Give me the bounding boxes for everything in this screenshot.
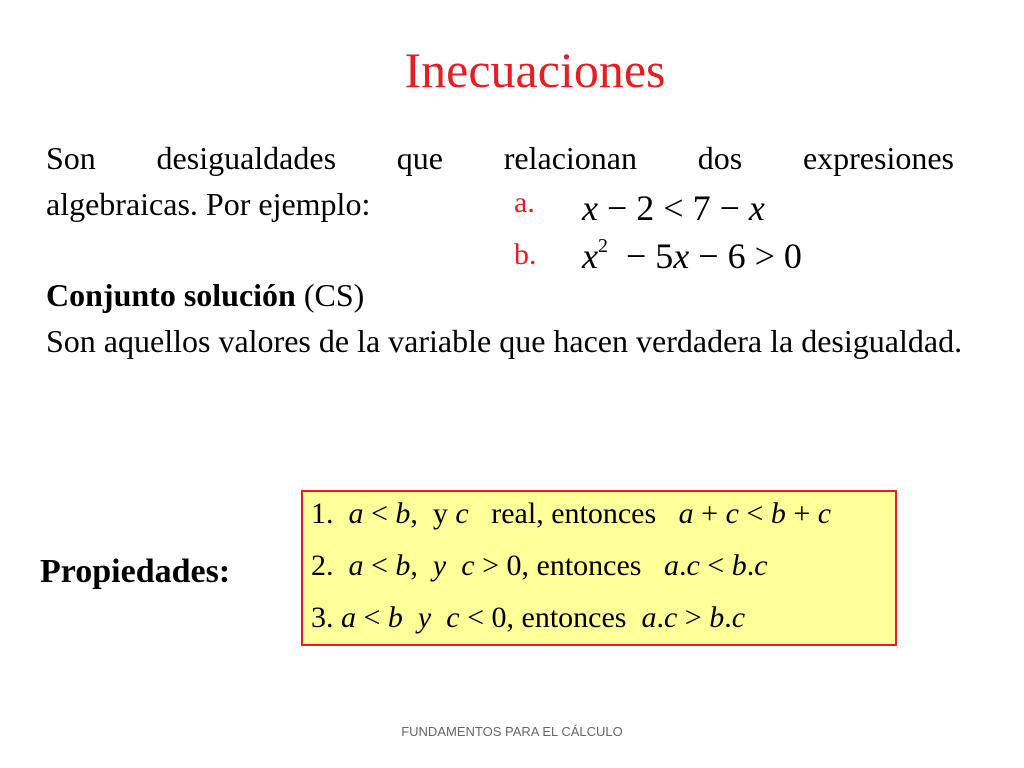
example-a-expression: x − 2 < 7 − x [582, 188, 765, 228]
solution-set-heading-bold: Conjunto solución [46, 277, 296, 313]
solution-set-definition: Son aquellos valores de la variable que hacen verdadera la desigualdad. [46, 323, 963, 359]
property-3: 3. a < b y c < 0, entonces a.c > b.c [311, 601, 746, 634]
property-2: 2. a < b, y c > 0, entonces a.c < b.c [311, 549, 768, 582]
example-b-label: b. [514, 238, 537, 271]
definition-line-2: algebraicas. Por ejemplo: [46, 186, 371, 222]
slide-title: Inecuaciones [404, 42, 666, 98]
definition-line-1: Son desigualdades que relacionan dos expresiones [46, 140, 954, 176]
solution-set-heading [46, 272, 364, 318]
properties-box [301, 490, 897, 646]
solution-set-heading-abbrev: (CS) [295, 277, 365, 313]
example-a-label: a. [514, 186, 535, 219]
properties-label: Propiedades: [40, 553, 231, 590]
slide-footer: FUNDAMENTOS PARA EL CÁLCULO [401, 724, 623, 739]
example-b-expression: $x^2 - 5x - 6 > 0$ [582, 235, 802, 276]
property-1: 1. a < b, y c real, entonces a + c < b + c [311, 497, 832, 530]
